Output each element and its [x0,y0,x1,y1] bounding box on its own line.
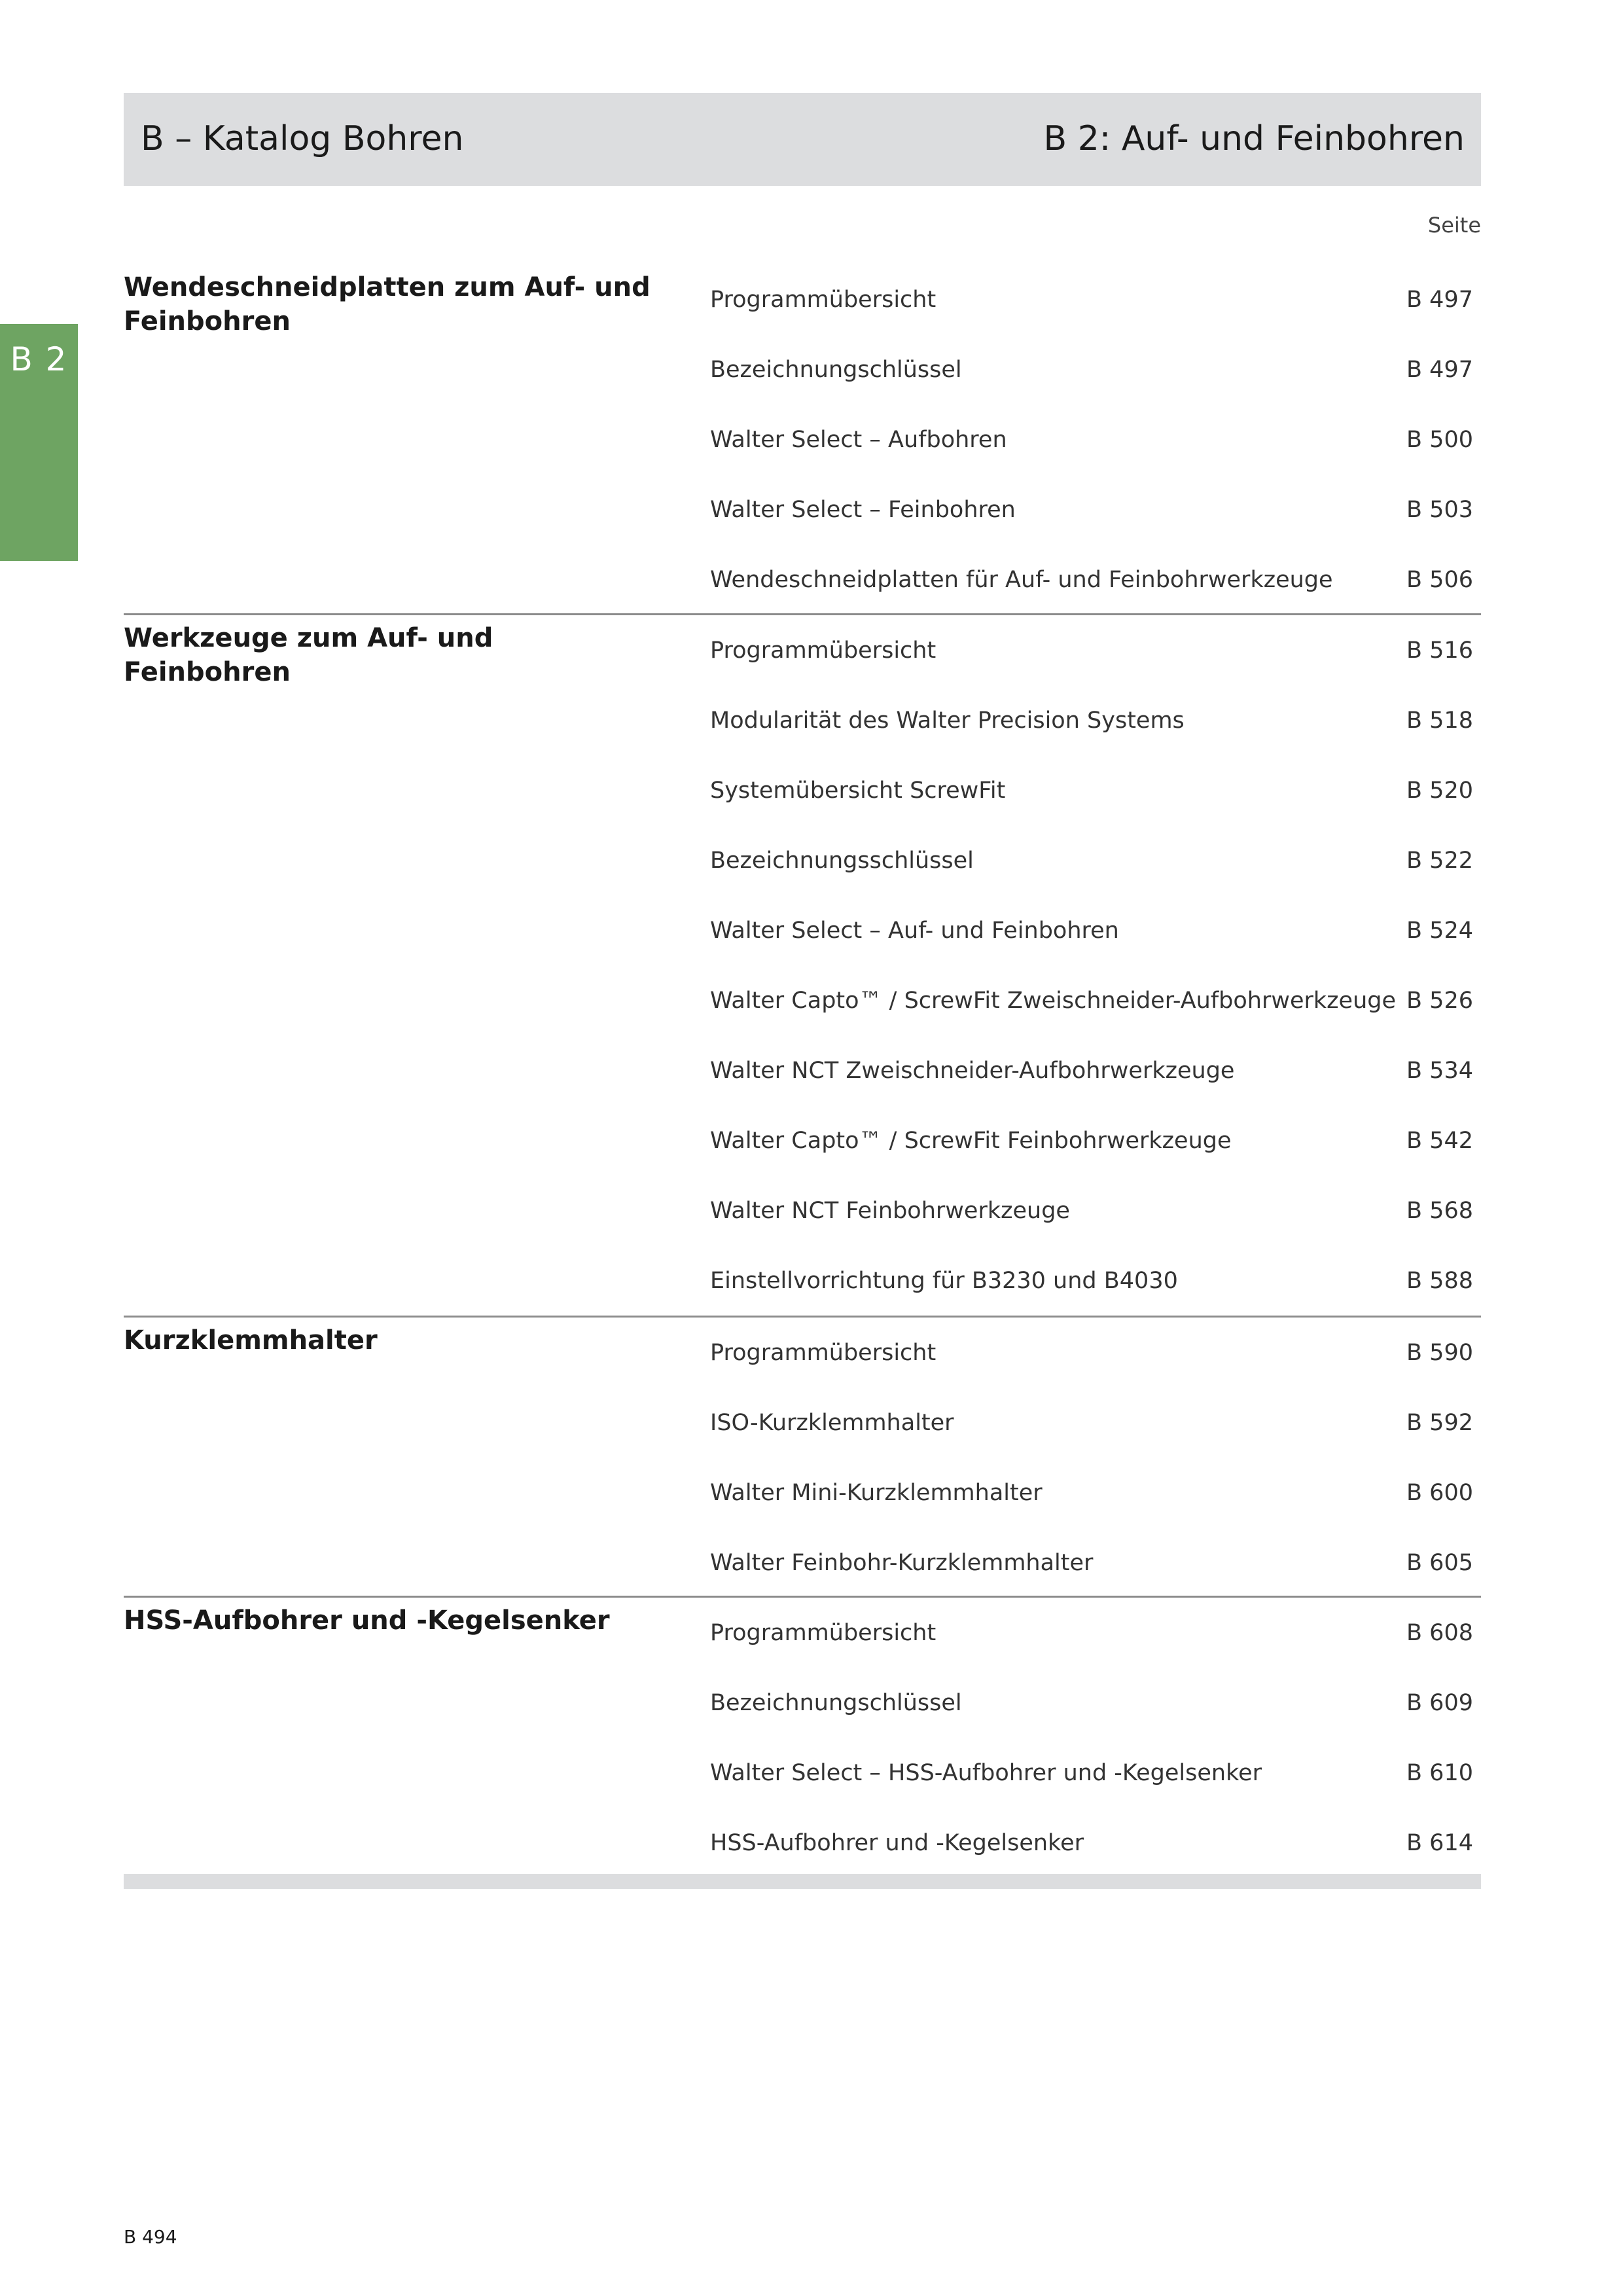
toc-entry-label: Walter Select – Aufbohren [710,427,1007,453]
toc-entry-label: Bezeichnungschlüssel [710,1690,962,1716]
toc-entry-page: B 608 [1406,1620,1473,1646]
toc-entry-page: B 614 [1406,1830,1473,1856]
toc-entry-label: Walter NCT Feinbohrwerkzeuge [710,1198,1070,1224]
toc-entry[interactable] [710,493,1481,564]
toc-entry-page: B 609 [1406,1690,1473,1716]
toc-entry-label: HSS-Aufbohrer und -Kegelsenker [710,1830,1084,1856]
toc-entry-page: B 526 [1406,988,1473,1014]
toc-entry[interactable] [710,914,1481,984]
toc-entry[interactable] [710,283,1481,353]
toc-entry[interactable] [710,1054,1481,1124]
closing-bar [124,1874,1481,1889]
toc-entry-label: Walter Select – Feinbohren [710,497,1016,523]
chapter-tab-label: B 2 [10,340,68,378]
toc-entry-page: B 500 [1406,427,1473,453]
toc-entry-page: B 605 [1406,1550,1473,1576]
toc-entry-label: Walter Select – HSS-Aufbohrer und -Kegelsenker [710,1760,1262,1786]
toc-entry[interactable] [710,1687,1481,1757]
section-divider [124,1316,1481,1318]
toc-entry-label: Walter Capto™ / ScrewFit Zweischneider-Aufbohrwerkzeuge [710,988,1397,1014]
section-title: Werkzeuge zum Auf- und Feinbohren [124,623,493,687]
toc-entry[interactable] [710,1124,1481,1194]
toc-entry-page: B 524 [1406,918,1473,944]
toc-entry-page: B 522 [1406,848,1473,874]
toc-entry-page: B 503 [1406,497,1473,523]
toc-entry[interactable] [710,1547,1481,1617]
toc-entry-label: Walter Feinbohr-Kurzklemmhalter [710,1550,1094,1576]
toc-entry-label: ISO-Kurzklemmhalter [710,1410,954,1436]
toc-entry[interactable] [710,984,1481,1054]
toc-entry-label: Wendeschneidplatten für Auf- und Feinbohrwerkzeuge [710,567,1333,593]
toc-entry-page: B 518 [1406,708,1473,734]
toc-entry[interactable] [710,1477,1481,1547]
section-title: Kurzklemmhalter [124,1325,378,1355]
header-bar [124,93,1481,186]
page-column-header: Seite [1427,213,1481,238]
toc-entry-label: Walter Select – Auf- und Feinbohren [710,918,1119,944]
toc-entry-label: Walter NCT Zweischneider-Aufbohrwerkzeuge [710,1058,1235,1084]
toc-entry[interactable] [710,1617,1481,1687]
toc-entry[interactable] [710,774,1481,844]
toc-entry-page: B 590 [1406,1340,1473,1366]
toc-entry-page: B 534 [1406,1058,1473,1084]
toc-entry-page: B 592 [1406,1410,1473,1436]
toc-entry-label: Bezeichnungsschlüssel [710,848,974,874]
toc-entry-page: B 497 [1406,287,1473,313]
toc-entry[interactable] [710,844,1481,914]
toc-entry[interactable] [710,564,1481,634]
toc-entry[interactable] [710,1194,1481,1265]
toc-entry-label: Einstellvorrichtung für B3230 und B4030 [710,1268,1178,1294]
section-divider [124,1596,1481,1598]
toc-entry-label: Systemübersicht ScrewFit [710,778,1006,804]
toc-entry[interactable] [710,1407,1481,1477]
toc-entry[interactable] [710,634,1481,704]
toc-entry[interactable] [710,423,1481,493]
toc-entry-page: B 542 [1406,1128,1473,1154]
toc-entry-page: B 497 [1406,357,1473,383]
catalog-title: B – Katalog Bohren [141,119,464,158]
toc-entry[interactable] [710,1265,1481,1335]
toc-entry[interactable] [710,353,1481,423]
toc-entry-label: Programmübersicht [710,1340,936,1366]
toc-entry-label: Modularität des Walter Precision Systems [710,708,1185,734]
toc-entry-label: Walter Mini-Kurzklemmhalter [710,1480,1043,1506]
toc-entry[interactable] [710,704,1481,774]
toc-entry-page: B 610 [1406,1760,1473,1786]
toc-entry-label: Programmübersicht [710,637,936,664]
section-divider [124,613,1481,615]
toc-entry-label: Programmübersicht [710,287,936,313]
page-number: B 494 [124,2226,177,2248]
toc-entry-label: Walter Capto™ / ScrewFit Feinbohrwerkzeuge [710,1128,1232,1154]
toc-entry-label: Bezeichnungschlüssel [710,357,962,383]
toc-entry-page: B 520 [1406,778,1473,804]
chapter-title: B 2: Auf- und Feinbohren [1043,119,1465,158]
section-title: Wendeschneidplatten zum Auf- und Feinbohren [124,272,651,336]
toc-entry-page: B 568 [1406,1198,1473,1224]
toc-entry-label: Programmübersicht [710,1620,936,1646]
toc-entry-page: B 600 [1406,1480,1473,1506]
toc-entry-page: B 588 [1406,1268,1473,1294]
chapter-tab[interactable] [0,324,78,561]
toc-entry[interactable] [710,1757,1481,1827]
section-title: HSS-Aufbohrer und -Kegelsenker [124,1605,610,1636]
toc-entry-page: B 506 [1406,567,1473,593]
toc-entry-page: B 516 [1406,637,1473,664]
toc-entry[interactable] [710,1336,1481,1407]
